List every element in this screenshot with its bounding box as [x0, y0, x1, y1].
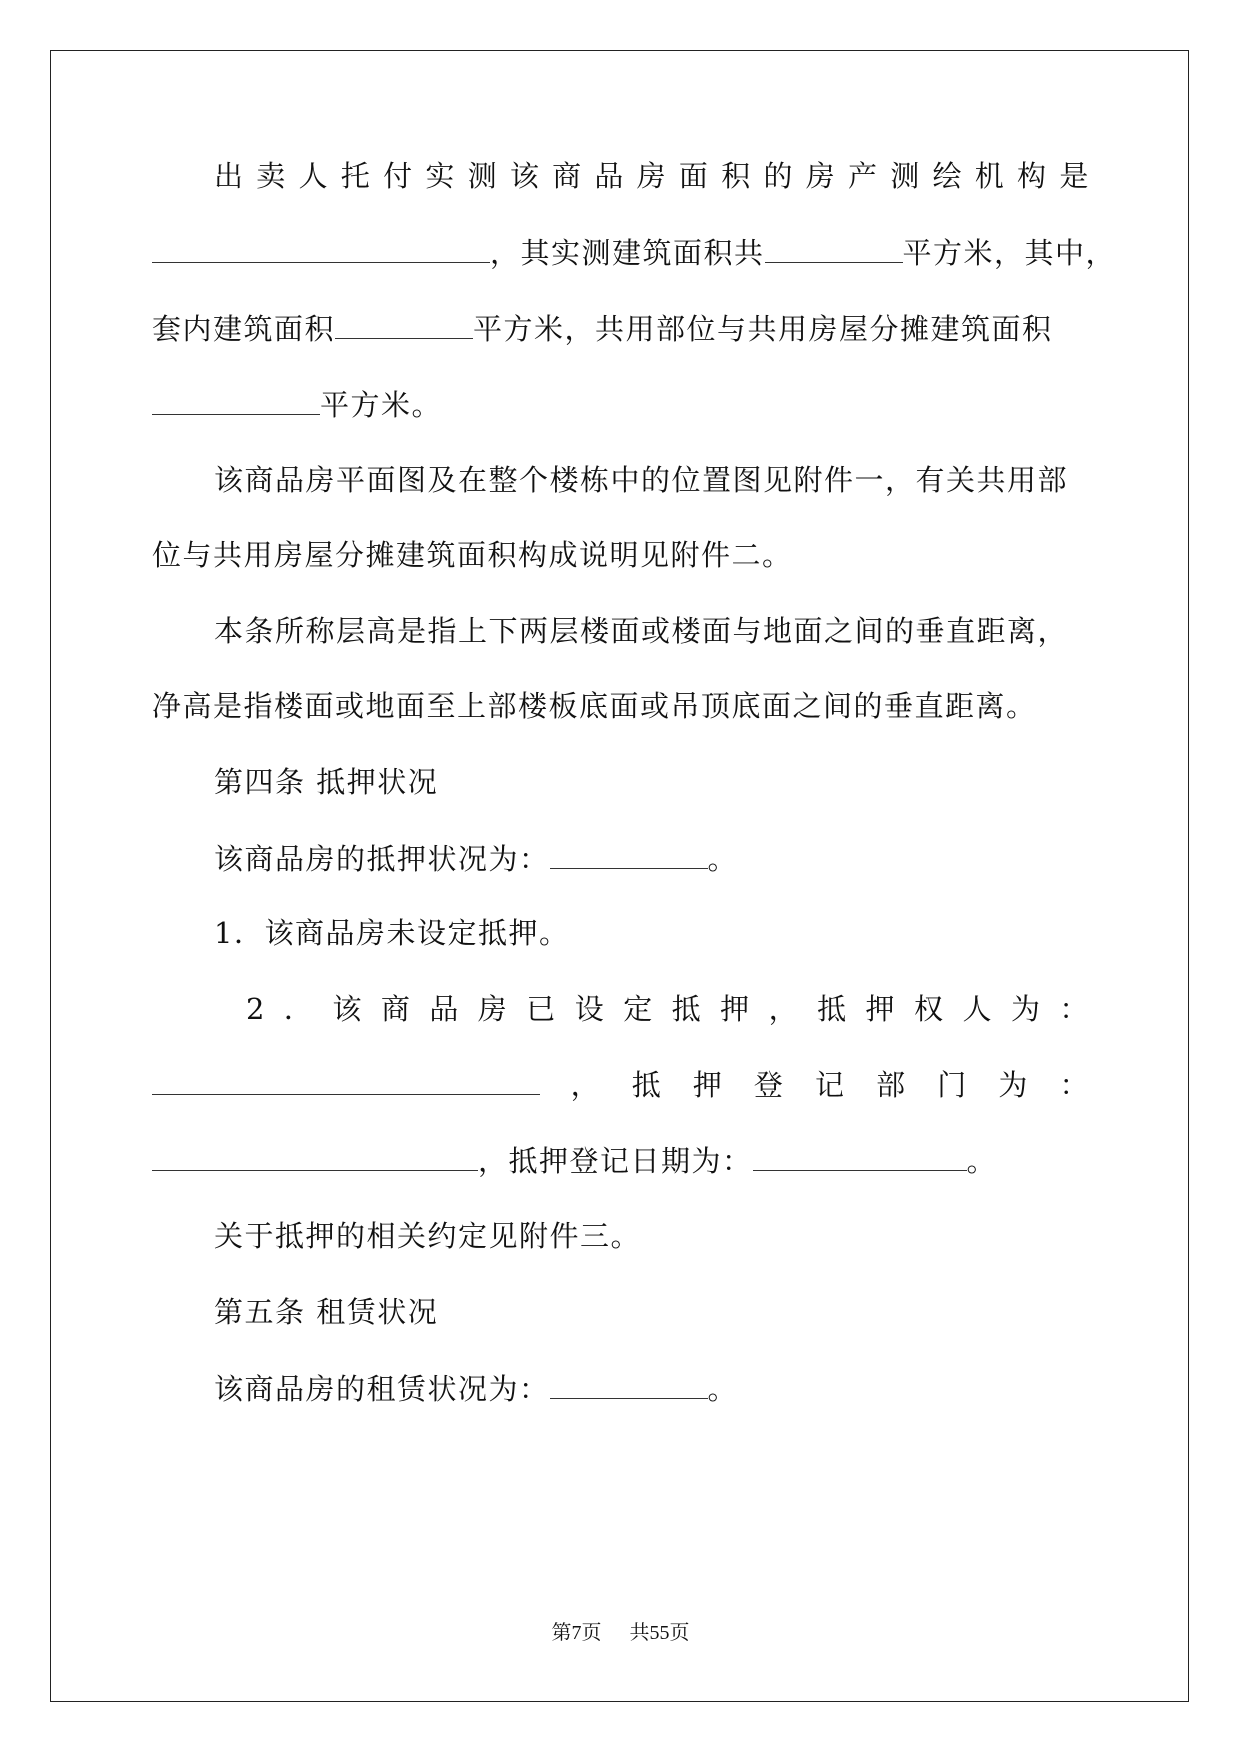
p1-char: 房: [636, 159, 668, 193]
opt2-char: 抵: [671, 992, 703, 1026]
p1-char: 托: [340, 159, 372, 193]
mortgage-status-label: 该商品房的抵押状况为：: [214, 842, 550, 876]
p1-char: 品: [594, 159, 625, 193]
measuring-agency-blank[interactable]: [152, 232, 490, 263]
p1-char: 商: [552, 159, 583, 193]
opt2-char: ，: [768, 992, 800, 1026]
p1-char: 的: [763, 159, 794, 193]
opt2-char: 押: [692, 1068, 724, 1102]
mortgagee-blank[interactable]: [152, 1064, 540, 1095]
p1-char: 面: [678, 159, 710, 193]
p1-char: 卖: [256, 159, 287, 193]
registration-date-blank[interactable]: [753, 1140, 967, 1171]
p1-char: 积: [721, 159, 752, 193]
p1-text: ，其实测建筑面积共: [490, 236, 765, 270]
p1-line2: [152, 232, 1117, 272]
built-area-blank[interactable]: [765, 232, 903, 263]
p1-char: 房: [805, 159, 837, 193]
p1-line3: [152, 308, 1090, 348]
page-number: 第7页: [551, 1622, 602, 1644]
opt2-char: ．: [283, 992, 315, 1026]
opt2-char: 权: [914, 992, 945, 1026]
opt2-char: 押: [720, 992, 751, 1026]
opt2-char: 设: [574, 992, 606, 1026]
period: 。: [707, 1372, 739, 1406]
shared-area-blank[interactable]: [152, 384, 320, 415]
p1-char: 是: [1059, 159, 1090, 193]
p1-char: 测: [467, 159, 499, 193]
opt2-char: ，: [570, 1068, 602, 1102]
opt2-char: 已: [526, 992, 557, 1026]
p3-line1: 本条所称层高是指上下两层楼面或楼面与地面之间的垂直距离，: [214, 614, 1069, 648]
period: 。: [707, 842, 739, 876]
p1-text: 平方米，其中，: [902, 236, 1117, 270]
page-total: 共55页: [629, 1622, 690, 1644]
mortgage-option-2-line2: [152, 1064, 1090, 1104]
p3-line2: 净高是指楼面或地面至上部楼板底面或吊顶底面之间的垂直距离。: [152, 689, 1037, 723]
opt2-char: 为: [1010, 992, 1042, 1026]
opt2-char: 部: [876, 1068, 907, 1102]
opt2-char: 抵: [631, 1068, 663, 1102]
p1-char: 构: [1017, 159, 1048, 193]
opt2-char: 抵: [817, 992, 848, 1026]
opt2-char: 登: [753, 1068, 785, 1102]
lease-status-blank[interactable]: [550, 1368, 708, 1399]
p2-line1: 该商品房平面图及在整个楼栋中的位置图见附件一，有关共用部: [214, 463, 1069, 497]
p1-char: 出: [214, 159, 245, 193]
p1-text: 平方米，共用部位与共用房屋分摊建筑面积: [473, 312, 1053, 346]
period: 。: [966, 1144, 998, 1178]
opt2-char: 商: [380, 992, 412, 1026]
mortgage-option-2-line1: [246, 989, 1090, 1029]
opt2-char: 品: [429, 992, 460, 1026]
p1-char: 人: [298, 159, 330, 193]
p1-char: 付: [383, 159, 414, 193]
opt2-char: 房: [477, 992, 509, 1026]
opt2-char: 押: [865, 992, 897, 1026]
mortgage-note: 关于抵押的相关约定见附件三。: [214, 1219, 642, 1253]
p1-char: 绘: [932, 159, 964, 193]
opt2-char: ：: [1059, 1068, 1090, 1102]
p1-char: 测: [890, 159, 921, 193]
p1-line4: [152, 384, 1090, 424]
p1-text: 平方米。: [320, 388, 443, 422]
p1-char: 实: [425, 159, 456, 193]
inner-area-blank[interactable]: [335, 308, 473, 339]
opt2-char: 定: [623, 992, 654, 1026]
opt2-char: 门: [937, 1068, 968, 1102]
p2-line2: 位与共用房屋分摊建筑面积构成说明见附件二。: [152, 538, 793, 572]
page-footer: [0, 1620, 1241, 1646]
mortgage-status-line: [214, 838, 1090, 878]
p1-char: 产: [847, 159, 879, 193]
opt2-char: 记: [815, 1068, 846, 1102]
opt2-char: 人: [962, 992, 993, 1026]
lease-status-line: [214, 1368, 1090, 1408]
p1-char: 该: [509, 159, 541, 193]
p1-text: 套内建筑面积: [152, 312, 336, 346]
opt2-text: ，抵押登记日期为：: [478, 1144, 753, 1178]
article5-heading: 第五条 租赁状况: [214, 1295, 439, 1329]
opt2-char: 2: [246, 992, 266, 1026]
lease-status-label: 该商品房的租赁状况为：: [214, 1372, 550, 1406]
registration-dept-blank[interactable]: [152, 1140, 478, 1171]
mortgage-option-1: 1．该商品房未设定抵押。: [214, 916, 570, 950]
mortgage-status-blank[interactable]: [550, 838, 708, 869]
opt2-char: 该: [332, 992, 363, 1026]
opt2-char: 为: [998, 1068, 1029, 1102]
p1-line1: [214, 156, 1090, 196]
mortgage-option-2-line3: [152, 1140, 1090, 1180]
p1-char: 机: [974, 159, 1006, 193]
opt2-char: ：: [1059, 992, 1090, 1026]
article4-heading: 第四条 抵押状况: [214, 765, 439, 799]
